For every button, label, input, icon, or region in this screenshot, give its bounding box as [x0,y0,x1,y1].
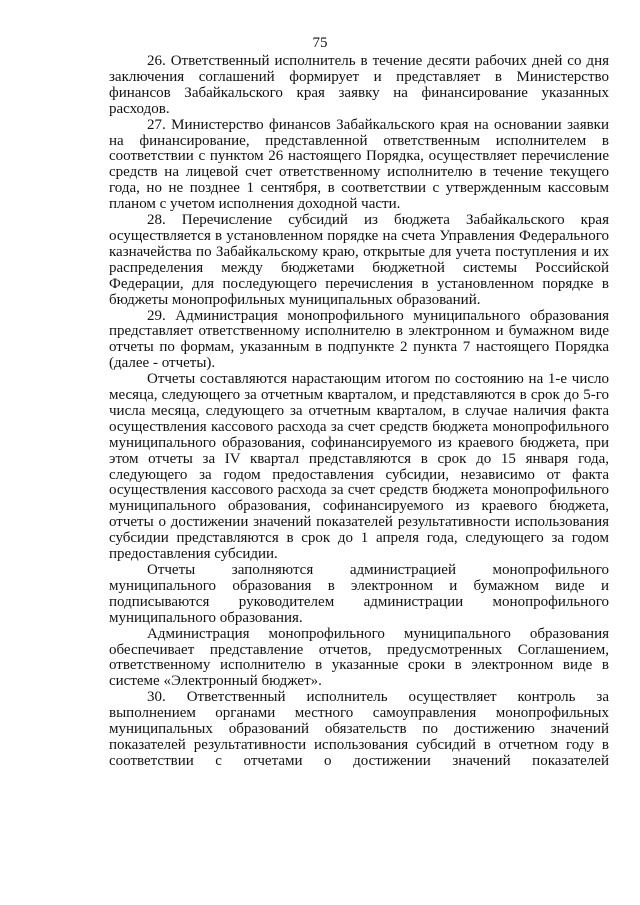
paragraph-28: 28. Перечисление субсидий из бюджета Забайкальского края осуществляется в установленном порядке на счета Управления Федерального казначейства по Забайкальскому краю, открытые для учета поступления и их распределения между бюджетами бюджетной системы Российской Федерации, для последующего перечисления в установленном порядке в бюджеты монопрофильных муниципальных образований. [109,212,609,308]
paragraph-29: 29. Администрация монопрофильного муниципального образования представляет ответственному исполнителю в электронном и бумажном виде отчеты по формам, указанным в подпункте 2 пункта 7 настоящего Порядка (далее - отчеты). [109,307,609,372]
document-body [109,54,609,770]
paragraph-reports-filling: Отчеты заполняются администрацией монопрофильного муниципального образования в электронном и бумажном виде и подписываются руководителем администрации монопрофильного муниципального образования. [109,562,609,626]
paragraph-30: 30. Ответственный исполнитель осуществляет контроль за выполнением органами местного самоуправления монопрофильных муниципальных образований обязательств по достижению значений показателей результативности использования субсидий в отчетном году в соответствии с отчетами о достижении значений показателей [109,689,609,769]
paragraph-electronic-budget: Администрация монопрофильного муниципального образования обеспечивает представление отчетов, предусмотренных Соглашением, ответственному исполнителю в указанные сроки в электронном виде в системе «Электронный бюджет». [109,625,609,690]
page-number: 75 [312,35,328,51]
paragraph-26: 26. Ответственный исполнитель в течение десяти рабочих дней со дня заключения соглашений формирует и представляет в Министерство финансов Забайкальского края заявку на финансирование указанных расходов. [109,53,609,117]
paragraph-27: 27. Министерство финансов Забайкальского края на основании заявки на финансирование, представленной ответственным исполнителем в соответствии с пунктом 26 настоящего Порядка, осуществляет перечисление средств на лицевой счет ответственному исполнителю в течение текущего года, но не позднее 1 сентября, в соответствии с утвержденным кассовым планом с учетом исполнения доходной части. [109,116,609,213]
paragraph-reports-deadlines: Отчеты составляются нарастающим итогом по состоянию на 1-е число месяца, следующего за отчетным кварталом, и представляются в срок до 5-го числа месяца, следующего за отчетным кварталом, в случае наличия факта осуществления кассового расхода за счет средств бюджета монопрофильного муниципального образования, софинансируемого из краевого бюджета, при этом отчеты за IV квартал представляются в срок до 15 января года, следующего за годом предоставления субсидии, независимо от факта осуществления кассового расхода за счет средств бюджета монопрофильного муниципального образования, софинансируемого из краевого бюджета, отчеты о достижении значений показателей результативности использования субсидии представляются в срок до 1 апреля года, следующего за годом предоставления субсидии. [109,371,609,563]
